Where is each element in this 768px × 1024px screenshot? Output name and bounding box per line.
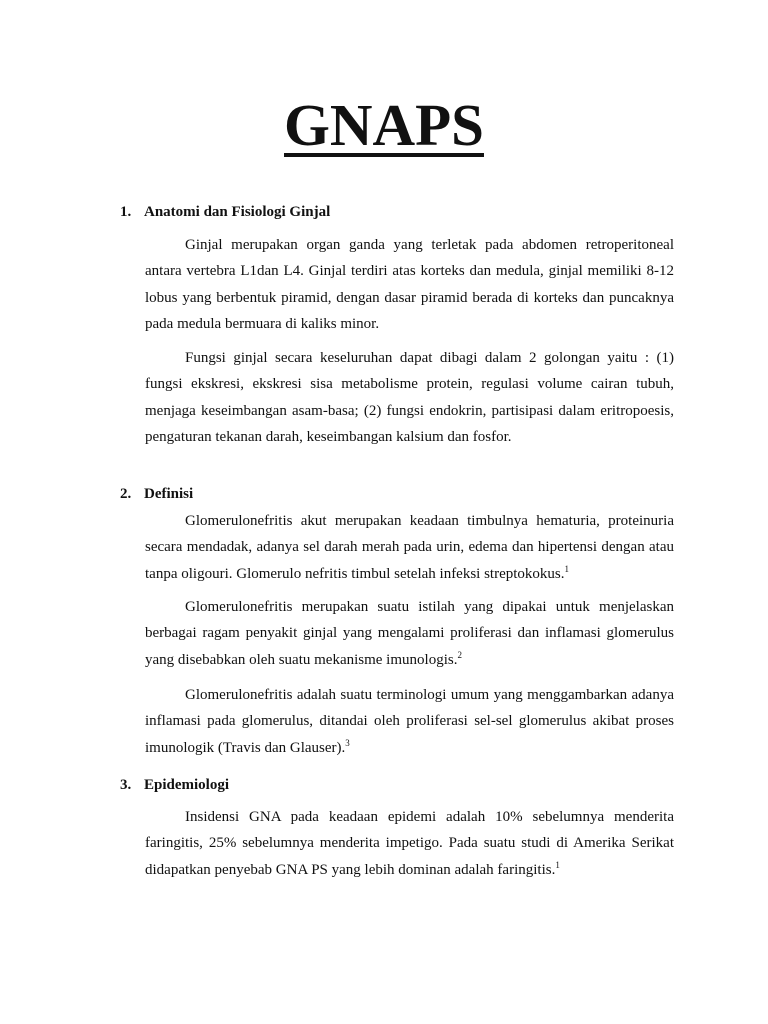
paragraph-text: Glomerulonefritis merupakan suatu istilah yang dipakai untuk menjelaskan berbagai ragam penyakit ginjal yang mengalami proliferasi dan inflamasi glomerulus yang disebabkan oleh suatu mekanisme imunologis. — [145, 599, 674, 668]
paragraph-definisi-1 — [145, 508, 674, 587]
paragraph-text: Glomerulonefritis akut merupakan keadaan timbulnya hematuria, proteinuria secara mendadak, adanya sel darah merah pada urin, edema dan hipertensi dengan atau tanpa oligouri. Glomerulo nefritis timbul setelah infeksi streptokokus. — [145, 513, 674, 582]
footnote-ref: 2 — [457, 649, 462, 660]
footnote-ref: 1 — [564, 563, 570, 574]
paragraph-text: Ginjal merupakan organ ganda yang terletak pada abdomen retroperitoneal antara vertebra L1dan L4. Ginjal terdiri atas korteks dan medula, ginjal memiliki 8-12 lobus yang berbentuk piramid, dengan dasar piramid berada di korteks dan puncaknya pada medula bermuara di kaliks minor. — [145, 237, 674, 333]
section-heading-definisi — [120, 484, 193, 504]
paragraph-anatomi-2 — [145, 345, 674, 451]
document-title — [0, 90, 768, 160]
paragraph-definisi-2 — [145, 594, 674, 673]
section-heading-anatomi — [120, 202, 330, 222]
section-heading-text: Definisi — [144, 486, 194, 502]
section-heading-text: Anatomi dan Fisiologi Ginjal — [144, 204, 331, 220]
paragraph-text: Insidensi GNA pada keadaan epidemi adalah 10% sebelumnya menderita faringitis, 25% sebelumnya menderita impetigo. Pada suatu studi di Amerika Serikat didapatkan penyebab GNA PS yang lebih dominan adalah faringitis. — [145, 809, 674, 878]
footnote-ref: 3 — [345, 737, 350, 748]
paragraph-anatomi-1 — [145, 232, 674, 338]
paragraph-text: Fungsi ginjal secara keseluruhan dapat dibagi dalam 2 golongan yaitu : (1) fungsi ekskresi, ekskresi sisa metabolisme protein, regulasi volume cairan tubuh, menjaga keseimbangan asam-basa; (2) fungsi endokrin, partisipasi dalam eritropoesis, pengaturan tekanan darah, keseimbangan kalsium dan fosfor. — [145, 350, 674, 446]
title-text: GNAPS — [284, 92, 484, 158]
section-heading-epidemiologi — [120, 775, 229, 795]
paragraph-definisi-3 — [145, 682, 674, 761]
section-number: 3. — [120, 777, 132, 793]
paragraph-epidemiologi-1 — [145, 804, 674, 883]
section-heading-text: Epidemiologi — [144, 777, 230, 793]
section-number: 1. — [120, 204, 132, 220]
paragraph-text: Glomerulonefritis adalah suatu terminologi umum yang menggambarkan adanya inflamasi pada glomerulus, ditandai oleh proliferasi sel-sel glomerulus akibat proses imunologik (Travis dan Glauser). — [145, 687, 674, 756]
footnote-ref: 1 — [555, 859, 560, 870]
section-number: 2. — [120, 486, 132, 502]
